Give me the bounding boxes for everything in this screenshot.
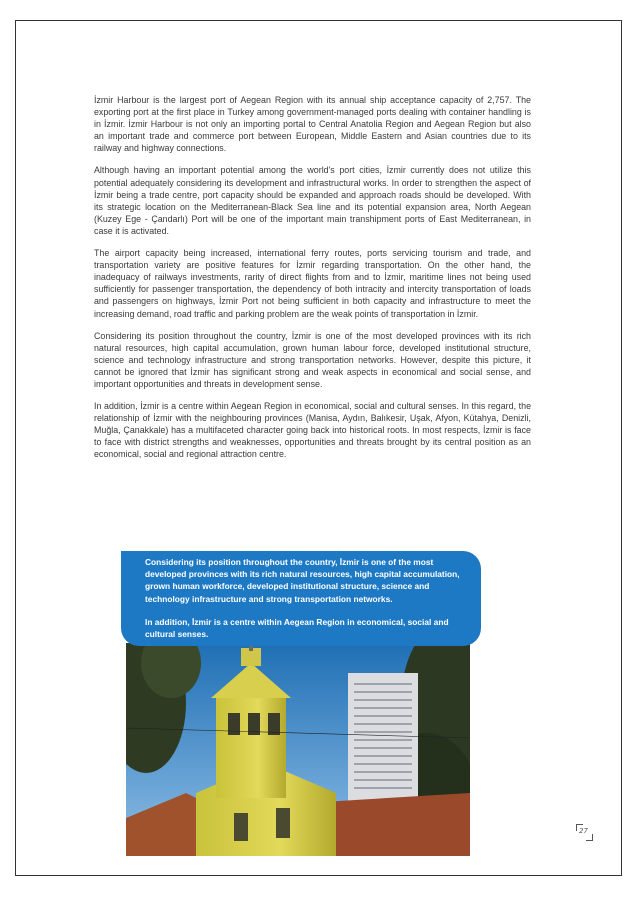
corner-mark-bottom-right <box>586 834 593 841</box>
paragraph-regional-centre: In addition, İzmir is a centre within Aegean Region in economical, social and cultural senses. In this regard, the relationship of İzmir with the neighbouring provinces (Manisa, Aydın, Balıkesir, Uşak, Afyon, Kütahya, Denizli, Muğla, Çanakkale) has a multifaceted character going back into historical roots. In most respects, İzmir is face to face with district strengths and weaknesses, opportunities and threats brought by its central position as an economical, social and regional attraction centre. <box>94 401 531 460</box>
pull-quote-box <box>121 551 481 646</box>
pull-quote-text-1: Considering its position throughout the country, İzmir is one of the most developed provinces with its rich natural resources, high capital accumulation, grown human workforce, developed institutional structure, science and technology infrastructure and strong transportation networks. <box>145 557 460 604</box>
paragraph-transportation: The airport capacity being increased, international ferry routes, ports servicing tourism and trade, and transportation variety are positive features for İzmir regarding transportation. On the other hand, the inadequacy of railways investments, rarity of direct flights from and to İzmir, maritime lines not being used sufficiently for passenger transportation, the dependency of both intracity and intercity transportation of loads and passengers on highways, İzmir Port not being sufficient in both capacity and infrastructure to meet the increasing demand, road traffic and parking problem are the weak points of transportation in İzmir. <box>94 248 531 319</box>
paragraph-harbour: İzmir Harbour is the largest port of Aegean Region with its annual ship acceptance capacity of 2,757. The exporting port at the first place in Turkey among government-managed ports dealing with container handling is in İzmir. İzmir Harbour is not only an importing portal to Central Anatolia Region and Aegean Region but also an important trade and commerce port between European, Middle Eastern and Asian countries due to its railway and highway connections. <box>94 95 531 154</box>
city-photo <box>126 643 470 856</box>
page-number: 27 <box>579 827 588 835</box>
pull-quote-text-2: In addition, İzmir is a centre within Aegean Region in economical, social and cultural senses. <box>145 616 449 640</box>
page-number-marker <box>576 824 593 841</box>
paragraph-port-potential: Although having an important potential among the world's port cities, İzmir currently does not utilize this potential adequately considering its development and infrastructural works. In order to strengthen the aspect of İzmir being a trade centre, port capacity should be expanded and approach roads should be developed. With its strategic location on the Mediterranean-Black Sea line and its potential expansion area, North Aegean (Kuzey Ege - Çandarlı) Port will be one of the important main transhipment ports of East Mediterranean, in case it is activated. <box>94 165 531 236</box>
body-text <box>94 94 531 471</box>
paragraph-position: Considering its position throughout the country, İzmir is one of the most developed provinces with its rich natural resources, high capital accumulation, grown human labour force, developed institutional structure, science and technology infrastructure and strong transportation networks. However, despite this picture, it cannot be ignored that İzmir has significant strong and weak aspects in economical and social sense, and important opportunities and threats in development sense. <box>94 330 531 389</box>
